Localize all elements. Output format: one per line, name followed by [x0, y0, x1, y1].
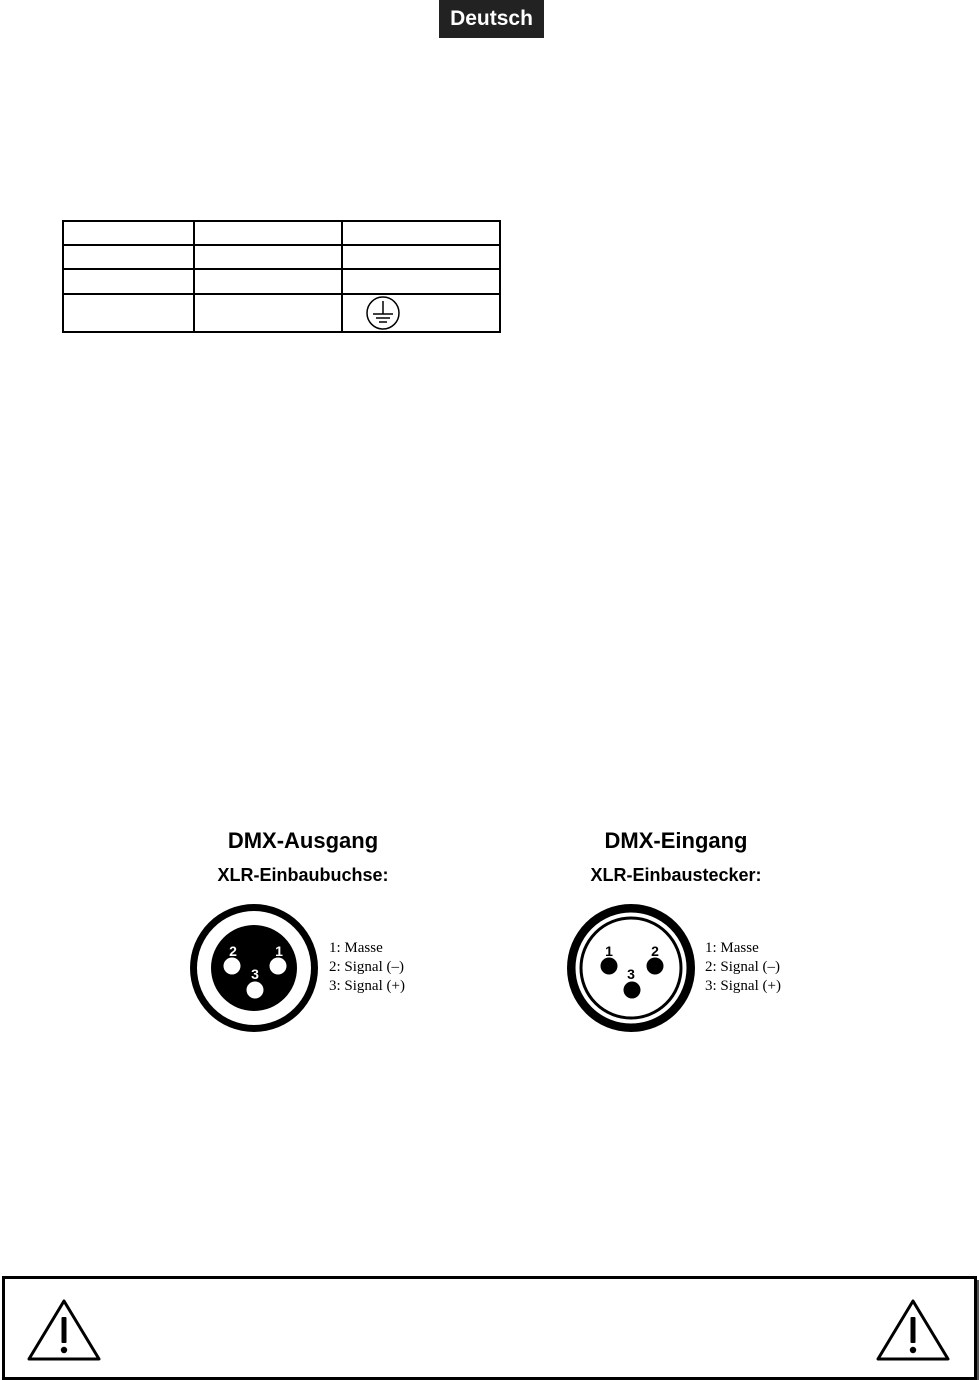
table-cell — [63, 269, 194, 293]
pin-legend-item: 2: Signal (–) — [705, 959, 780, 975]
pin-legend — [705, 939, 781, 996]
table-cell — [342, 221, 500, 245]
pin-number: 3 — [251, 966, 259, 982]
pin-legend-item: 1: Masse — [705, 940, 759, 956]
pin-number: 1 — [275, 943, 283, 959]
connector-input-heading — [526, 826, 826, 888]
table-row — [63, 294, 500, 332]
table-cell — [342, 294, 500, 332]
pin-legend — [329, 939, 405, 996]
connector-title: DMX-Eingang — [604, 828, 748, 853]
protective-earth-icon — [365, 296, 401, 330]
pin-legend-item: 2: Signal (–) — [329, 959, 404, 975]
xlr-female-socket-icon — [188, 902, 320, 1034]
table-cell — [194, 294, 343, 332]
warning-box — [2, 1276, 977, 1380]
table-cell — [342, 269, 500, 293]
warning-triangle-icon — [874, 1297, 952, 1363]
connector-output-heading — [153, 826, 453, 888]
pin-legend-item: 3: Signal (+) — [705, 978, 781, 994]
pin-number: 3 — [627, 966, 635, 982]
pin-legend-item: 3: Signal (+) — [329, 978, 405, 994]
table-cell — [194, 269, 343, 293]
table-cell — [194, 245, 343, 269]
pin-number: 1 — [605, 943, 613, 959]
connector-subtitle: XLR-Einbaubuchse: — [217, 865, 389, 885]
warning-triangle-icon — [25, 1297, 103, 1363]
wiring-table — [62, 220, 501, 333]
table-row — [63, 269, 500, 293]
pin-number: 2 — [651, 943, 659, 959]
table-cell — [63, 221, 194, 245]
table-row — [63, 245, 500, 269]
table-cell — [63, 294, 194, 332]
table-cell — [194, 221, 343, 245]
pin-number: 2 — [229, 943, 237, 959]
connector-title: DMX-Ausgang — [227, 828, 379, 853]
xlr-male-plug-icon — [565, 902, 697, 1034]
connector-subtitle: XLR-Einbaustecker: — [590, 865, 762, 885]
pin-legend-item: 1: Masse — [329, 940, 383, 956]
language-badge: Deutsch — [439, 0, 544, 38]
table-cell — [63, 245, 194, 269]
table-cell — [342, 245, 500, 269]
table-row — [63, 221, 500, 245]
